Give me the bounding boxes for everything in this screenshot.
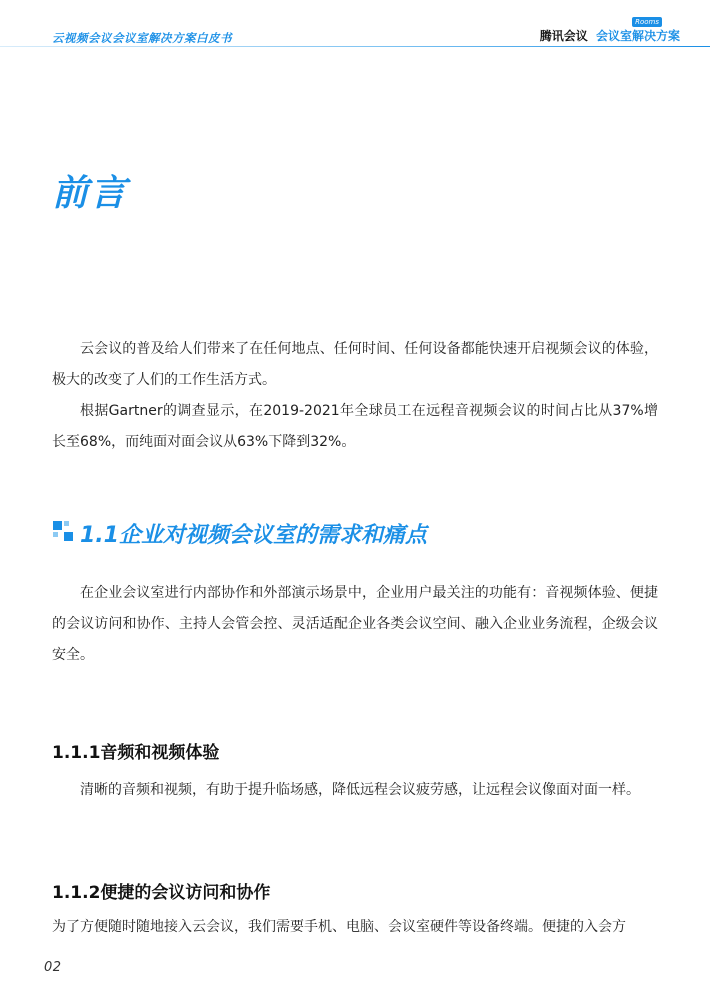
subsection-paragraph-2: 为了方便随时随地接入云会议，我们需要手机、电脑、会议室硬件等设备终端。便捷的入会方 [52, 919, 626, 935]
section-squares-icon [53, 521, 73, 541]
header-product-name: 会议室解决方案 [595, 29, 680, 43]
header-brand [540, 27, 680, 44]
section-title: 1.1企业对视频会议室的需求和痛点 [80, 523, 427, 548]
intro-paragraph-2: 根据Gartner的调查显示，在2019-2021年全球员工在远程音视频会议的时间占比从37%增长至68%，而纯面对面会议从63%下降到32%。 [52, 403, 658, 450]
subsection-paragraph-1: 清晰的音频和视频，有助于提升临场感，降低远程会议疲劳感，让远程会议像面对面一样。 [80, 782, 640, 798]
section-paragraph: 在企业会议室进行内部协作和外部演示场景中，企业用户最关注的功能有：音视频体验、便捷的会议访问和协作、主持人会管会控、灵活适配企业各类会议空间、融入企业业务流程，企级会议安全。 [52, 585, 658, 663]
header-rooms-badge: Rooms [632, 17, 662, 27]
subsection-title-2: 1.1.2便捷的会议访问和协作 [52, 883, 271, 903]
header-doc-title: 云视频会议会议室解决方案白皮书 [52, 31, 232, 45]
header-divider [0, 46, 710, 47]
page-number: 02 [44, 960, 62, 975]
subsection-title-1: 1.1.1音频和视频体验 [52, 743, 220, 763]
page-title: 前言 [52, 173, 129, 214]
header-brand-name: 腾讯会议 [539, 29, 588, 43]
intro-paragraph-1: 云会议的普及给人们带来了在任何地点、任何时间、任何设备都能快速开启视频会议的体验，极大的改变了人们的工作生活方式。 [52, 341, 658, 388]
